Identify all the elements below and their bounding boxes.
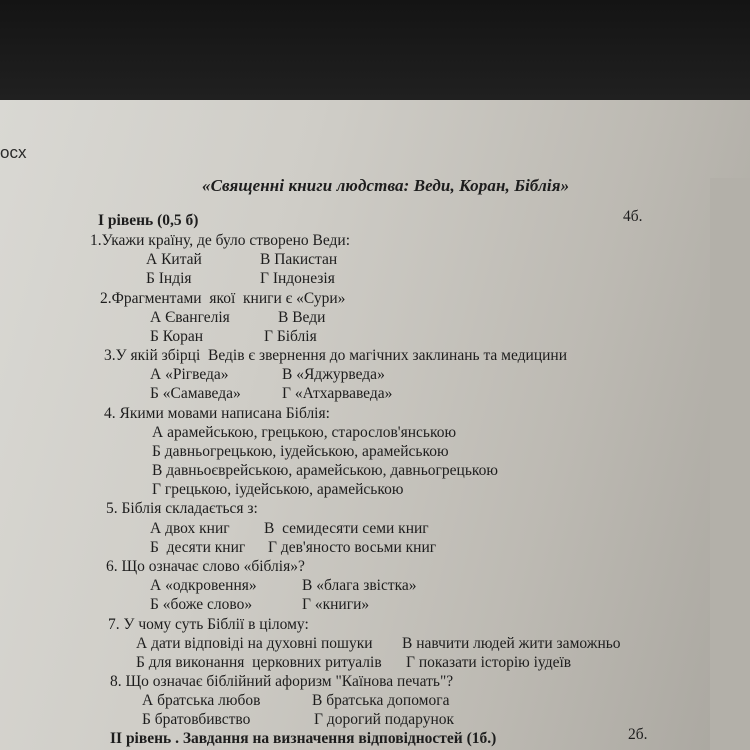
q6-option-a: А «одкровення» (150, 577, 257, 594)
question-4: 4. Якими мовами написана Біблія: (104, 405, 330, 422)
q3-option-b: Б «Самаведа» (150, 385, 241, 402)
monitor-bezel (0, 0, 750, 100)
q7-option-g: Г показати історію іудеїв (406, 654, 572, 671)
level-2-heading: ІІ рівень . Завдання на визначення відповідностей (1б.) (110, 730, 497, 747)
q3-option-a: А «Рігведа» (150, 366, 229, 383)
q8-option-g: Г дорогий подарунок (314, 711, 455, 728)
q3-option-g: Г «Атхарваведа» (282, 385, 393, 402)
q4-option-v: В давньоєврейською, арамейською, давньогрецькою (152, 462, 498, 479)
q8-option-v: В братська допомога (312, 692, 450, 709)
q5-option-a: А двох книг (150, 520, 230, 537)
q5-option-b: Б десяти книг (150, 539, 246, 556)
q2-option-b: Б Коран (150, 328, 204, 345)
q7-option-v: В навчити людей жити заможньо (402, 635, 621, 652)
question-6: 6. Що означає слово «біблія»? (106, 558, 305, 575)
document-page (60, 168, 710, 750)
q6-option-g: Г «книги» (302, 596, 370, 613)
q4-option-b: Б давньогрецькою, іудейською, арамейською (152, 443, 449, 460)
question-5: 5. Біблія складається з: (106, 500, 258, 517)
q6-option-v: В «блага звістка» (302, 577, 417, 594)
question-8: 8. Що означає біблійний афоризм "Каїнова печать"? (110, 673, 454, 690)
app-tab-fragment: осх (0, 143, 27, 162)
question-3: 3.У якій збірці Ведів є звернення до магічних заклинань та медицини (104, 347, 568, 364)
q2-option-a: А Євангелія (150, 309, 230, 326)
q7-option-a: А дати відповіді на духовні пошуки (136, 635, 373, 652)
level-2-score: 2б. (628, 726, 648, 743)
q3-option-v: В «Яджурведа» (282, 366, 385, 383)
document-edge (710, 178, 750, 750)
q4-option-g: Г грецькою, іудейською, арамейською (152, 481, 404, 498)
question-7: 7. У чому суть Біблії в цілому: (108, 616, 309, 633)
q2-option-v: В Веди (278, 309, 326, 326)
q8-option-a: А братська любов (142, 692, 261, 709)
question-1: 1.Укажи країну, де було створено Веди: (90, 232, 351, 249)
level-1-heading: І рівень (0,5 б) (98, 212, 199, 229)
q2-option-g: Г Біблія (264, 328, 317, 345)
question-2: 2.Фрагментами якої книги є «Сури» (100, 290, 346, 307)
q1-option-v: В Пакистан (260, 251, 338, 268)
document-title: «Священні книги людства: Веди, Коран, Біблія» (202, 176, 570, 195)
q1-option-a: А Китай (146, 251, 202, 268)
q6-option-b: Б «боже слово» (150, 596, 253, 613)
q4-option-a: А арамейською, грецькою, старослов'янською (152, 424, 457, 441)
q5-option-g: Г дев'яносто восьми книг (268, 539, 437, 556)
q5-option-v: В семидесяти семи книг (264, 520, 429, 537)
q1-option-b: Б Індія (146, 270, 192, 287)
q8-option-b: Б братовбивство (142, 711, 251, 728)
q1-option-g: Г Індонезія (260, 270, 335, 287)
level-1-score: 4б. (623, 208, 643, 225)
q7-option-b: Б для виконання церковних ритуалів (136, 654, 382, 671)
